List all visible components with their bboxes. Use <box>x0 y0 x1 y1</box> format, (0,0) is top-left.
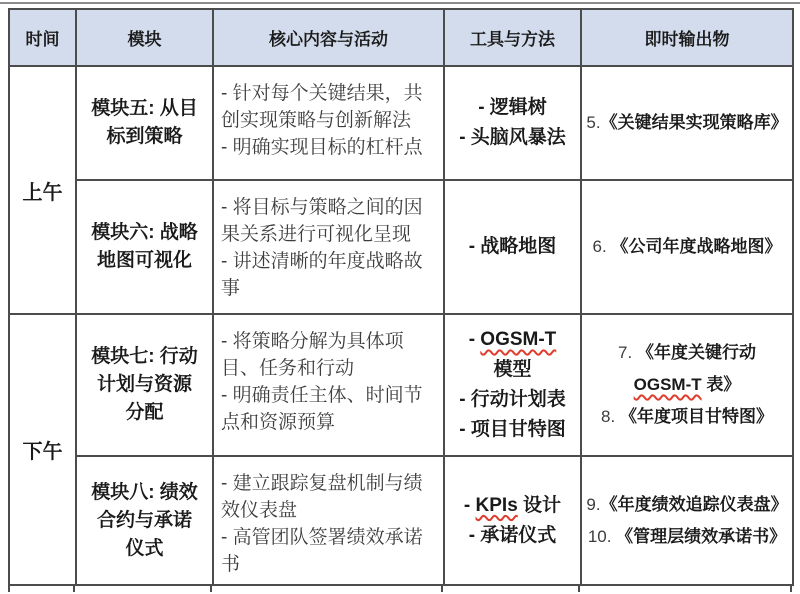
col-header-content: 核心内容与活动 <box>213 9 444 66</box>
module-cell-5 <box>76 66 213 180</box>
page-top-rule <box>0 2 800 4</box>
output-number: 10. <box>587 526 617 546</box>
output-title-line2: OGSM-T 表》 <box>633 375 741 394</box>
output-item <box>584 107 790 139</box>
row-module6 <box>9 180 793 314</box>
module-cell-6 <box>76 180 213 314</box>
tool-item: - 项目甘特图 <box>459 419 566 440</box>
output-number: 9. <box>586 494 601 514</box>
tool-item-line2: 模型 <box>493 359 532 380</box>
module-line: 标到策略 <box>106 126 183 147</box>
next-row-border-stub <box>8 585 10 592</box>
module-cell-8 <box>76 456 213 585</box>
tool-item: - KPIs 设计 <box>463 494 562 516</box>
col-header-time: 时间 <box>9 9 76 66</box>
content-line: 效仪表盘 <box>221 500 298 521</box>
content-line: 果关系进行可视化呈现 <box>221 224 412 245</box>
content-line: - 建立跟踪复盘机制与绩 <box>221 473 423 494</box>
output-item <box>584 521 790 553</box>
next-row-border-stub <box>210 585 212 592</box>
tool-item: - 头脑风暴法 <box>459 127 566 148</box>
spellcheck-underlined-term: OGSM-T <box>480 329 557 350</box>
content-line: - 高管团队签署绩效承诺 <box>221 527 423 548</box>
output-number: 6. <box>592 237 612 256</box>
content-line: - 将目标与策略之间的因 <box>221 197 423 218</box>
content-cell-8 <box>213 456 444 585</box>
outputs-cell-8 <box>581 456 793 585</box>
row-module5 <box>9 66 793 180</box>
next-row-border-stub <box>441 585 443 592</box>
content-line: 点和资源预算 <box>221 412 336 433</box>
next-row-border-stub <box>578 585 580 592</box>
row-module7 <box>9 314 793 456</box>
output-item <box>584 489 790 521</box>
tool-item: - 逻辑树 <box>478 97 547 118</box>
col-header-outputs: 即时输出物 <box>581 9 793 66</box>
content-cell-6 <box>213 180 444 314</box>
content-line: - 讲述清晰的年度战略故 <box>221 251 423 272</box>
content-line: - 明确责任主体、时间节 <box>221 385 423 406</box>
output-title: 《年度关键行动 <box>636 343 756 362</box>
content-line: - 明确实现目标的杠杆点 <box>221 137 423 158</box>
next-row-border-stub <box>790 585 792 592</box>
module-line: 计划与资源 <box>96 374 192 395</box>
module-line: 模块八: 绩效 <box>91 481 198 503</box>
output-number: 7. <box>618 343 637 362</box>
module-line: 分配 <box>125 402 164 423</box>
content-line: - 针对每个关键结果，共 <box>221 83 423 104</box>
output-item <box>584 337 790 401</box>
output-title: 《管理层绩效承诺书》 <box>616 526 787 546</box>
outputs-cell-5 <box>581 66 793 180</box>
col-header-tools: 工具与方法 <box>444 9 581 66</box>
module-line: 合约与承诺 <box>96 509 192 531</box>
time-cell-morning: 上午 <box>9 66 76 314</box>
tools-cell-6 <box>444 180 581 314</box>
time-cell-afternoon: 下午 <box>9 314 76 585</box>
output-number: 8. <box>601 407 620 426</box>
content-line: 创实现策略与创新解法 <box>221 110 412 131</box>
output-item <box>584 401 790 433</box>
tool-item: - 战略地图 <box>468 236 557 257</box>
output-title: 《年度项目甘特图》 <box>619 407 773 426</box>
output-title: 《关键结果实现策略库》 <box>600 113 788 132</box>
module-cell-7 <box>76 314 213 456</box>
module-line: 模块七: 行动 <box>91 346 198 367</box>
spellcheck-underlined-term: KPIs <box>475 494 518 516</box>
module-line: 地图可视化 <box>96 250 192 271</box>
output-title: 《年度绩效追踪仪表盘》 <box>600 494 788 514</box>
content-line: - 将策略分解为具体项 <box>221 331 404 352</box>
tools-cell-5 <box>444 66 581 180</box>
tools-cell-8 <box>444 456 581 585</box>
content-line: 目、任务和行动 <box>221 358 355 379</box>
tool-item: - 承诺仪式 <box>468 524 557 546</box>
module-line: 模块六: 战略 <box>91 222 198 243</box>
col-header-module: 模块 <box>76 9 213 66</box>
spellcheck-underlined-term: OGSM-T <box>633 375 702 394</box>
module-line: 模块五: 从目 <box>91 98 198 119</box>
output-item <box>584 231 790 263</box>
tool-item: - OGSM-T 模型 <box>449 325 576 385</box>
tools-cell-7 <box>444 314 581 456</box>
outputs-cell-7 <box>581 314 793 456</box>
tool-item: - 行动计划表 <box>459 389 566 410</box>
content-line: 事 <box>221 278 241 299</box>
output-title: 《公司年度战略地图》 <box>611 237 782 256</box>
header-row <box>9 9 793 66</box>
outputs-cell-6 <box>581 180 793 314</box>
content-cell-5 <box>213 66 444 180</box>
content-cell-7 <box>213 314 444 456</box>
content-line: 书 <box>221 554 241 575</box>
output-number: 5. <box>586 113 601 132</box>
row-module8 <box>9 456 793 585</box>
module-line: 仪式 <box>125 537 164 559</box>
agenda-table <box>8 8 794 586</box>
next-row-border-stub <box>73 585 75 592</box>
